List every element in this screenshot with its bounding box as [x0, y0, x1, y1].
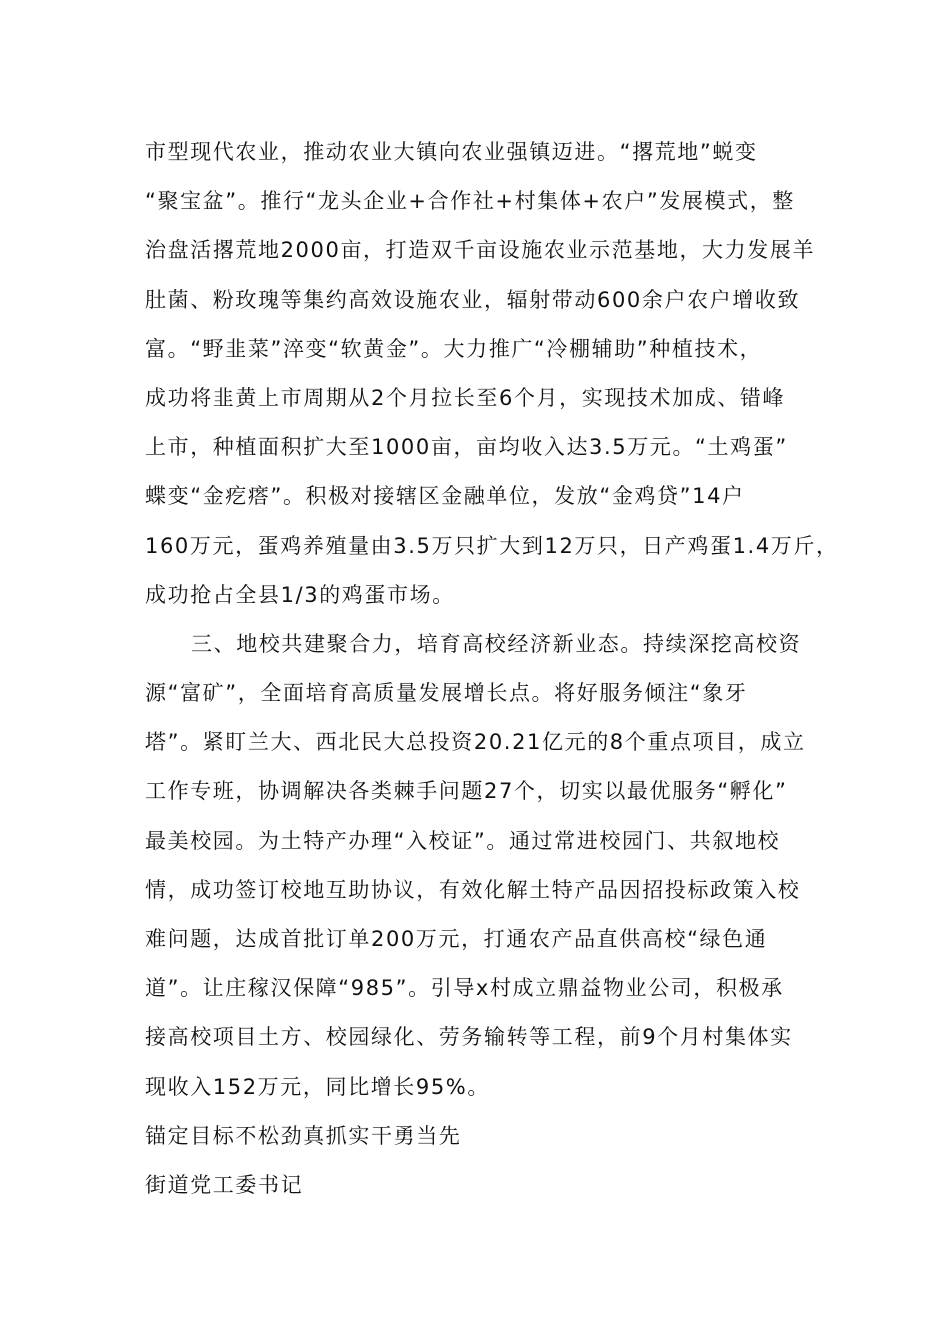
paragraph-line: 接高校项目土方、校园绿化、劳务输转等工程，前9个月村集体实	[145, 1025, 793, 1050]
paragraph-line: 肚菌、粉玫瑰等集约高效设施农业，辐射带动600余户农户增收致	[145, 287, 801, 312]
paragraph-line: 最美校园。为土特产办理“入校证”。通过常进校园门、共叙地校	[145, 828, 781, 853]
paragraph-line: 治盘活撂荒地2000亩，打造双千亩设施农业示范基地，大力发展羊	[145, 238, 816, 263]
paragraph-line: 160万元，蛋鸡养殖量由3.5万只扩大到12万只，日产鸡蛋1.4万斤，	[145, 533, 839, 558]
paragraph-line: 源“富矿”，全面培育高质量发展增长点。将好服务倾注“象牙	[145, 681, 748, 706]
author-line: 街道党工委书记	[145, 1172, 304, 1197]
paragraph-2	[145, 620, 817, 1112]
paragraph-line: 工作专班，协调解决各类棘手问题27个，切实以最优服务“孵化”	[145, 779, 788, 804]
paragraph-line: 市型现代农业，推动农业大镇向农业强镇迈进。“撂荒地”蜕变	[145, 140, 758, 164]
paragraph-line: 成功将韭黄上市周期从2个月拉长至6个月，实现技术加成、错峰	[145, 385, 786, 410]
paragraph-line: 富。“野韭菜”淬变“软黄金”。大力推广“冷棚辅助”种植技术，	[145, 336, 763, 361]
paragraph-line: “聚宝盆”。推行“龙头企业+合作社+村集体+农户”发展模式，整	[145, 189, 795, 214]
paragraph-1	[145, 128, 839, 620]
paragraph-line: 成功抢占全县1/3的鸡蛋市场。	[145, 582, 455, 607]
paragraph-line: 情，成功签订校地互助协议，有效化解土特产品因招投标政策入校	[145, 877, 801, 902]
paragraph-line: 道”。让庄稼汉保障“985”。引导x村成立鼎益物业公司，积极承	[145, 976, 784, 1001]
article-title: 锚定目标不松劲真抓实干勇当先	[145, 1123, 462, 1148]
paragraph-line: 三、地校共建聚合力，培育高校经济新业态。持续深挖高校资	[191, 631, 802, 656]
paragraph-line: 现收入152万元，同比增长95%。	[145, 1074, 490, 1099]
document-body	[145, 128, 839, 1210]
paragraph-line: 塔”。紧盯兰大、西北民大总投资20.21亿元的8个重点项目，成立	[145, 730, 806, 755]
paragraph-line: 蝶变“金疙瘩”。积极对接辖区金融单位，发放“金鸡贷”14户	[145, 484, 745, 509]
paragraph-line: 上市，种植面积扩大至1000亩，亩均收入达3.5万元。“土鸡蛋”	[145, 435, 788, 460]
paragraph-line: 难问题，达成首批订单200万元，打通农产品直供高校“绿色通	[145, 927, 768, 951]
